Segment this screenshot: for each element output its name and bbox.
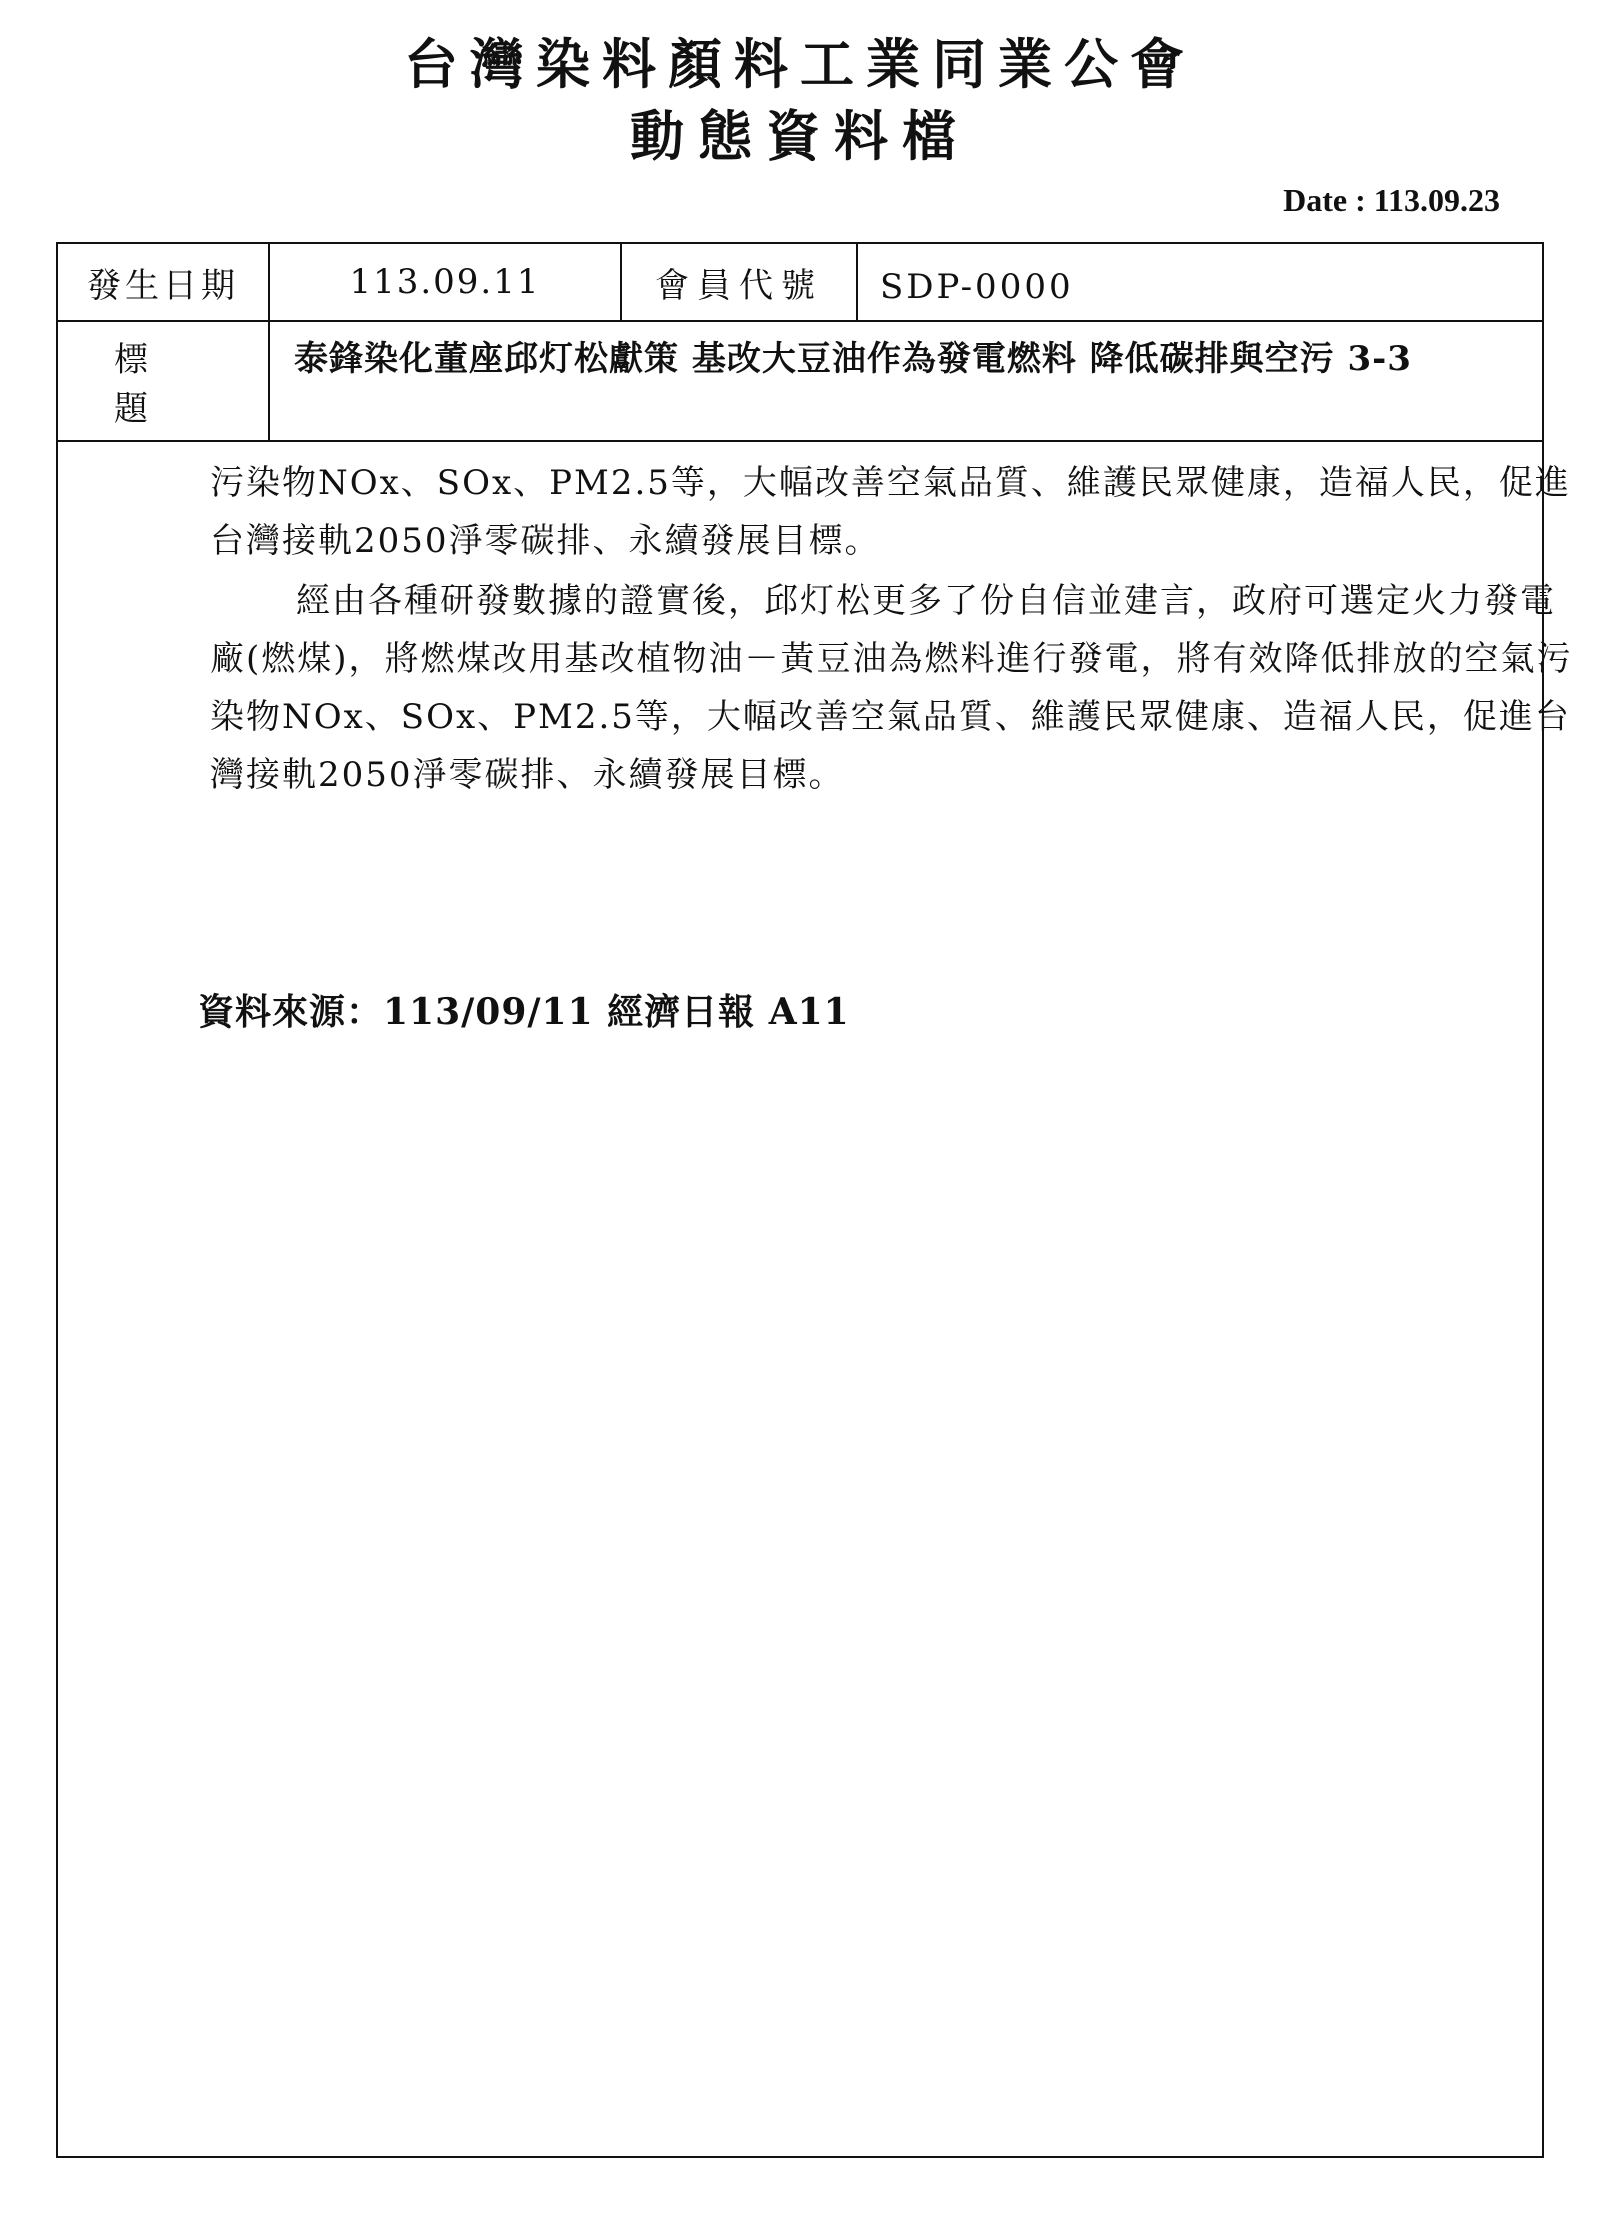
date-value: 113.09.11 — [270, 244, 622, 320]
date-label: 發生日期 — [58, 244, 270, 320]
document-date: Date : 113.09.23 — [1283, 182, 1500, 218]
paragraph-1: 污染物NOx、SOx、PM2.5等，大幅改善空氣品質、維護民眾健康，造福人民，促進台灣接軌2050淨零碳排、永續發展目標。 — [210, 463, 1571, 561]
article-body — [210, 454, 1580, 806]
article-title: 泰鋒染化董座邱灯松獻策 基改大豆油作為發電燃料 降低碳排與空污 3-3 — [294, 339, 1412, 379]
member-label: 會員代號 — [622, 244, 858, 320]
member-value: SDP-0000 — [880, 267, 1074, 307]
organization-name: 台灣染料顏料工業同業公會 — [404, 32, 1196, 96]
document-header — [0, 28, 1600, 172]
title-label: 標題 — [58, 322, 270, 440]
paragraph-2: 經由各種研發數據的證實後，邱灯松更多了份自信並建言，政府可選定火力發電廠(燃煤)，將燃煤改用基改植物油－黃豆油為燃料進行發電，將有效降低排放的空氣污染物NOx、SOx、PM2.5等，大幅改善空氣品質、維護民眾健康、造福人民，促進台灣接軌2050淨零碳排、永續發展目標。 — [210, 581, 1573, 795]
source-citation: 資料來源：113/09/11 經濟日報 A11 — [198, 991, 850, 1033]
document-type: 動態資料檔 — [630, 104, 970, 168]
info-row — [58, 244, 1542, 322]
title-row — [58, 322, 1542, 442]
document-frame — [56, 242, 1573, 2158]
